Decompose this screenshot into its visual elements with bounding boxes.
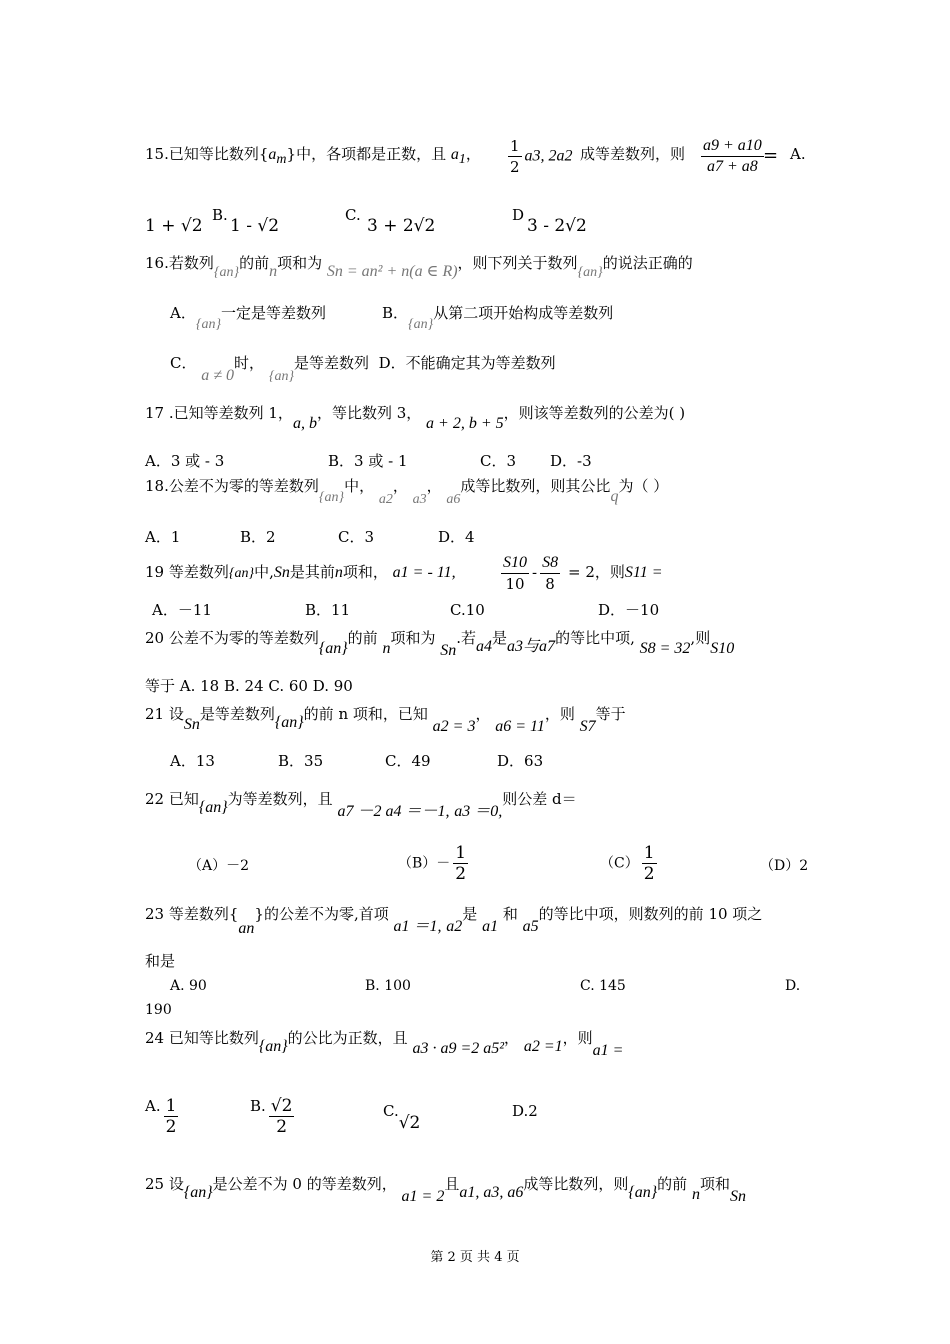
q22-cond: a7 －2 a4 ＝－1,	[337, 803, 450, 820]
q21-Sn: Sn	[183, 716, 200, 733]
q22-optB-den: 2	[455, 864, 467, 884]
q25-Sn: Sn	[729, 1188, 746, 1205]
q15-optD-label: D	[512, 206, 525, 224]
q17-tail: ，则该等差数列的公差为( )	[503, 404, 686, 422]
q16-optB-label: B．	[382, 304, 409, 322]
q25-n: n	[691, 1186, 700, 1203]
q15-comma: ，	[465, 145, 481, 163]
q16-seq: {an}	[213, 265, 240, 280]
q22-seq: {an}	[198, 799, 228, 816]
q17-terms: a + 2, b + 5	[426, 415, 504, 432]
q18-stem: 18.公差不为零的等差数列{an}中， a2， a3， a6成等比数列，则其公比q为（ ）	[145, 477, 669, 507]
q15-a1: a	[450, 146, 459, 163]
q18-optC: C．3	[338, 528, 375, 546]
q19-lead: 19 等差数列	[145, 563, 229, 581]
q19-seq: {an}	[228, 566, 255, 581]
q24-cond: a3 · a9 =2 a5²	[412, 1040, 505, 1057]
q20-S10: S10	[710, 640, 735, 657]
q16-optC-cond: a ≠ 0	[201, 367, 235, 384]
q21-mid2: 的前 n 项和，已知	[303, 705, 428, 723]
q22-stem	[145, 789, 577, 820]
q20-Sn: Sn	[440, 642, 457, 659]
q22-a3: a3 ＝0,	[454, 803, 503, 820]
q22-optC	[600, 843, 660, 884]
q17-ab: a, b	[292, 415, 317, 432]
q25-mid3: 成等比数列，则	[523, 1175, 629, 1193]
q20-lead: 20 公差不为零的等差数列	[145, 629, 319, 647]
q25-terms: a1, a3, a6	[459, 1184, 524, 1201]
q15-a1-sub: 1	[458, 152, 466, 167]
q15-seq-sub: m	[276, 152, 287, 167]
q24-mid: 的公比为正数，且	[287, 1029, 408, 1047]
q23-lead: 23 等差数列{	[145, 905, 239, 923]
q22-optB-num: 1	[455, 843, 467, 863]
page-footer: 第 2 页 共 4 页	[430, 1250, 520, 1265]
q22-optA: （A）－2	[188, 858, 250, 874]
q15-optA-label: A.	[790, 145, 806, 163]
q20-mid2: 项和为	[390, 629, 436, 647]
q24-a1: a1 =	[592, 1042, 624, 1059]
q19-f2-num: S8	[540, 553, 560, 574]
q16-optC	[170, 353, 556, 384]
q23-a1b: a1	[482, 918, 499, 935]
q21-c2: ，则	[544, 705, 575, 723]
q16-mid1: 的前	[239, 254, 270, 272]
q18-tail2: 为（ ）	[618, 477, 669, 495]
q19-optA: A．－11	[152, 601, 212, 619]
q19-tail	[568, 562, 663, 583]
q15-optC: 3 + 2√2	[367, 216, 436, 236]
q23-optD-value: 190	[145, 1002, 172, 1018]
q21-a6: a6 = 11	[495, 718, 545, 735]
q20-a3a7: a3与a7	[507, 638, 556, 655]
q25-mid: 是公差不为 0 的等差数列，	[212, 1175, 397, 1193]
q23-optC: C. 145	[580, 978, 626, 994]
q16-optA-seq: {an}	[195, 317, 222, 332]
q15-terms: a3, 2a2	[524, 147, 573, 165]
q16-optD: D．不能确定其为等差数列	[378, 354, 556, 372]
q18-mid: 中，	[344, 477, 375, 495]
q22-tail: 则公差 d＝	[502, 790, 577, 808]
q16-optB-seq: {an}	[408, 317, 434, 332]
q18-optB: B．2	[240, 528, 276, 546]
q17-lead: 17 .已知等差数列 1，	[145, 404, 293, 422]
q16-tail2: 的说法正确的	[602, 254, 693, 272]
q25-mid5: 项和	[699, 1175, 730, 1193]
q15-seq: a	[268, 146, 277, 163]
q25-mid4: 的前	[657, 1175, 688, 1193]
q23-mid2: 是	[462, 905, 478, 923]
q24-c1: ，	[504, 1029, 520, 1047]
q24-optB-den: 2	[276, 1117, 288, 1137]
q19-a1: a1 = - 11,	[392, 564, 456, 581]
q23-optD-label: D.	[785, 978, 801, 994]
q22-optC-num: 1	[643, 843, 655, 863]
q16-formula: Sn = an² + n(a ∈ R)	[326, 263, 458, 280]
q17-optD: D．-3	[550, 452, 592, 470]
q19-eq: = 2，则	[568, 563, 625, 581]
q21-optD: D．63	[497, 752, 544, 770]
q22-lead: 22 已知	[145, 790, 199, 808]
q19-n: n	[334, 564, 343, 581]
q24-optD: D.2	[512, 1102, 538, 1120]
q17-optA: A．3 或 - 3	[145, 452, 225, 470]
q21-a2: a2 = 3	[432, 718, 476, 735]
q22-optD: （D）2	[760, 858, 809, 874]
q20-seq: {an}	[318, 640, 348, 657]
q23-a1: a1 ＝1,	[393, 918, 442, 935]
q19-optB: B．11	[305, 601, 351, 619]
q16-optC-mid: 时，	[234, 354, 265, 372]
q19-S11: S11 =	[624, 564, 663, 581]
q21-seq: {an}	[274, 714, 304, 731]
q24-stem	[145, 1028, 624, 1059]
q18-lead: 18.公差不为零的等差数列	[145, 477, 319, 495]
q19-f1-den: 10	[505, 575, 525, 593]
q20-mid5: 的等比中项,	[555, 629, 635, 647]
q18-q: q	[610, 488, 619, 505]
q22-mid: 为等差数列，且	[227, 790, 333, 808]
q22-optC-den: 2	[643, 864, 655, 884]
q20-mid4: 是	[492, 629, 508, 647]
q21-stem	[145, 704, 626, 735]
q15-ratio	[698, 136, 767, 177]
q17-mid: ，等比数列 3，	[316, 404, 422, 422]
q17-optB: B．3 或 - 1	[328, 452, 408, 470]
q19-f1-num: S10	[501, 553, 529, 574]
q15-ratio-num: a9 + a10	[701, 136, 764, 157]
q21-optA: A．13	[170, 752, 215, 770]
q16-mid2: 项和为	[277, 254, 323, 272]
q19-f2-den: 8	[545, 575, 555, 593]
q17-optC: C．3	[480, 452, 517, 470]
q16-optC-label: C．	[170, 354, 197, 372]
q22-optC-label: （C）	[600, 855, 639, 872]
q15-mid: }中，各项都是正数，且	[286, 145, 447, 163]
q19-mid2: 是其前	[289, 563, 335, 581]
q18-t3: a6	[446, 492, 461, 507]
q18-seq: {an}	[318, 490, 345, 505]
q16-optB	[382, 303, 614, 332]
q22-optB-label: （B）－	[398, 855, 451, 872]
q23-a5: a5	[522, 918, 539, 935]
q19-minus: -	[532, 563, 538, 582]
q18-optA: A．1	[145, 528, 181, 546]
q24-a2: a2 =1	[523, 1038, 563, 1055]
q23-mid3: 和	[502, 905, 518, 923]
q15-half-den: 2	[510, 158, 520, 176]
q24-c2: ，则	[562, 1029, 593, 1047]
q15-tail: 成等差数列，则	[580, 145, 686, 163]
q16-n: n	[269, 263, 278, 280]
q24-optA-label: A.	[145, 1096, 161, 1115]
q16-stem	[145, 253, 693, 280]
q20-S8: S8 = 32	[639, 640, 691, 657]
q20-stem	[145, 628, 735, 659]
q19-optC: C.10	[450, 601, 485, 619]
q23-seq: an	[238, 920, 255, 937]
q15-stem	[145, 144, 481, 170]
q20-mid: 的前	[347, 629, 378, 647]
q15-optC-label: C.	[345, 206, 361, 224]
q15-equals: =	[763, 145, 779, 166]
q21-lead: 21 设	[145, 705, 184, 723]
q16-optA-text: 一定是等差数列	[221, 304, 327, 322]
q24-optA	[145, 1096, 181, 1137]
q15-ratio-den: a7 + a8	[707, 158, 758, 175]
q16-optC-text: 是等差数列	[294, 354, 370, 372]
q21-S7: S7	[579, 718, 596, 735]
q23-tail: 的等比中项，则数列的前 10 项之	[538, 905, 763, 923]
q25-seq: {an}	[183, 1184, 213, 1201]
q23-line2: 和是	[145, 952, 176, 970]
q20-n: n	[382, 640, 391, 657]
q21-c1: ，	[475, 705, 491, 723]
q21-tail: 等于	[595, 705, 626, 723]
q24-optC-value: √2	[398, 1113, 421, 1133]
q24-optB-num: √2	[270, 1096, 293, 1116]
q20-mid3: .若	[456, 629, 477, 647]
q18-t2: a3	[412, 492, 427, 507]
q24-optC-label: C.	[383, 1102, 399, 1120]
q24-lead: 24 已知等比数列	[145, 1029, 259, 1047]
q23-stem	[145, 904, 763, 937]
q16-optA-label: A．	[170, 304, 196, 322]
q19-optD: D．－10	[598, 601, 660, 619]
q15-optD: 3 - 2√2	[527, 216, 587, 236]
q15-optB: 1 - √2	[230, 216, 280, 236]
q15-half-num: 1	[510, 137, 520, 155]
q15-half	[505, 136, 573, 177]
q19-mid: 中,	[254, 563, 274, 581]
q15-lead: 15.已知等比数列{	[145, 145, 269, 163]
q18-t1: a2	[378, 492, 393, 507]
q15-optB-label: B.	[212, 206, 228, 224]
q19-Sn: Sn	[273, 564, 290, 581]
q16-optA	[170, 303, 327, 332]
q24-optA-num: 1	[165, 1096, 177, 1116]
q19-mid3: 项和，	[342, 563, 388, 581]
q20-mid6: ,则	[690, 629, 711, 647]
q15-optA: 1 + √2	[145, 216, 203, 236]
q20-a4: a4	[476, 638, 493, 655]
q25-a1: a1 = 2	[401, 1188, 445, 1205]
q21-mid: 是等差数列	[199, 705, 275, 723]
q23-optB: B. 100	[365, 978, 411, 994]
q19-fractions	[498, 553, 563, 594]
q20-options: 等于 A. 18 B. 24 C. 60 D. 90	[145, 677, 353, 695]
q22-optB	[398, 843, 471, 884]
q24-optA-den: 2	[165, 1117, 177, 1137]
q21-optC: C．49	[385, 752, 431, 770]
q16-tail: ，则下列关于数列	[457, 254, 578, 272]
q24-seq: {an}	[258, 1038, 288, 1055]
q17-stem	[145, 403, 686, 432]
q16-optC-seq: {an}	[268, 369, 295, 384]
q16-seq2: {an}	[577, 265, 603, 280]
q25-stem	[145, 1174, 746, 1205]
q24-optB-label: B.	[250, 1096, 266, 1115]
q19-stem-left	[145, 562, 456, 584]
q21-optB: B．35	[278, 752, 324, 770]
q23-a2: a2	[446, 918, 463, 935]
q25-lead: 25 设	[145, 1175, 184, 1193]
q23-mid: }的公差不为零,首项	[254, 905, 389, 923]
q18-optD: D．4	[438, 528, 475, 546]
q16-lead: 16.若数列	[145, 254, 214, 272]
q25-seq2: {an}	[628, 1184, 658, 1201]
q16-optB-text: 从第二项开始构成等差数列	[433, 304, 614, 322]
q25-mid2: 且	[444, 1175, 460, 1193]
q18-tail: 成等比数列，则其公比	[460, 477, 611, 495]
q23-optA: A. 90	[170, 978, 207, 994]
q24-optC	[383, 1101, 421, 1133]
q24-optB	[250, 1096, 297, 1137]
